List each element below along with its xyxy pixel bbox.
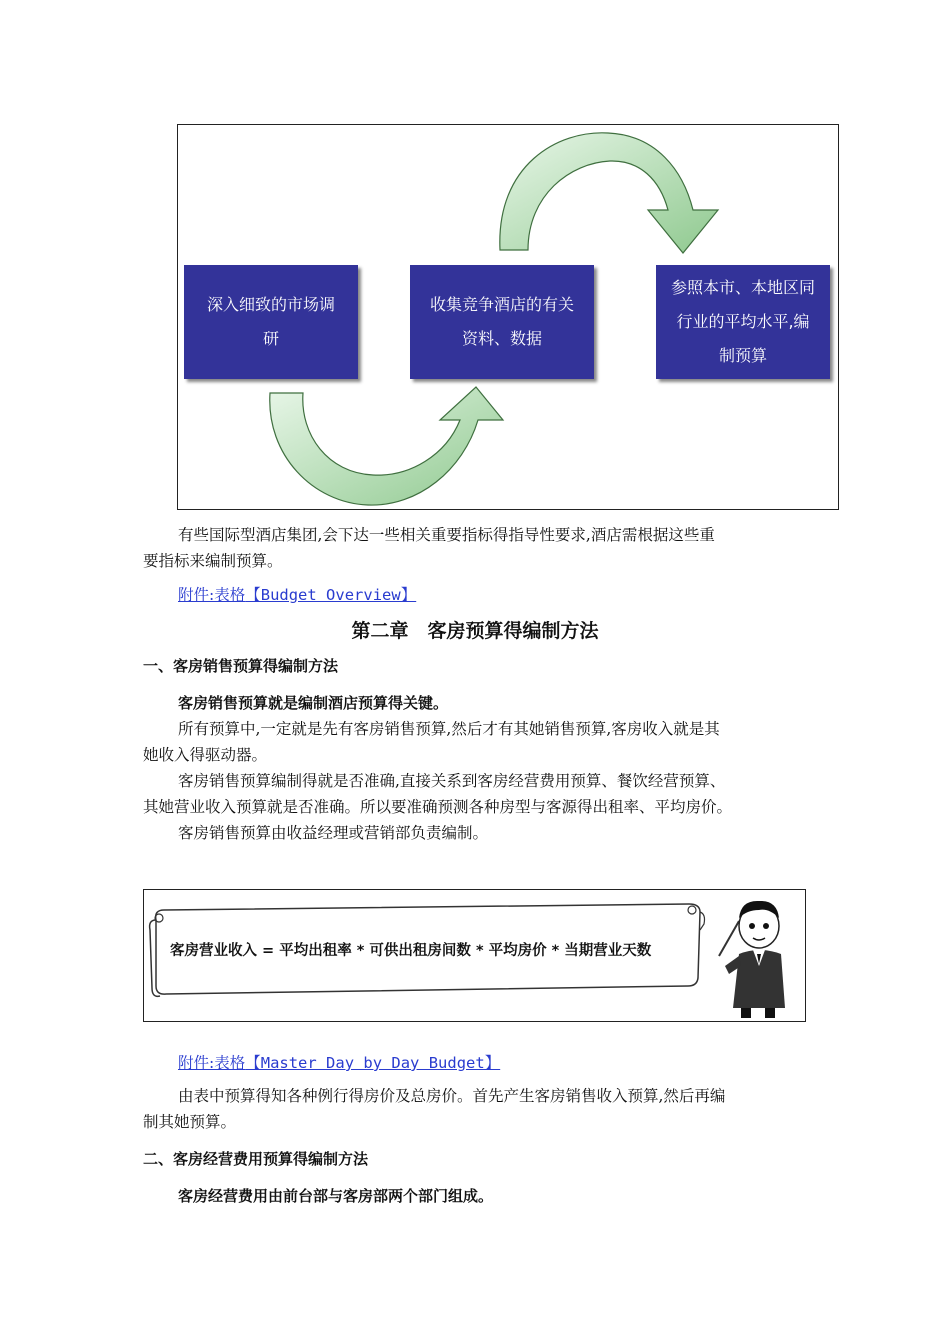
section1-p3: 客房销售预算由收益经理或营销部负责编制。 bbox=[178, 824, 489, 842]
section1-heading: 一、客房销售预算得编制方法 bbox=[143, 657, 339, 675]
section1-p2-line1: 客房销售预算编制得就是否准确,直接关系到客房经营费用预算、餐饮经营预算、 bbox=[178, 772, 726, 790]
section1-bold-line: 客房销售预算就是编制酒店预算得关键。 bbox=[178, 694, 449, 712]
top-curved-arrow bbox=[500, 133, 718, 253]
bottom-curved-arrow bbox=[270, 387, 503, 505]
para2-line1: 由表中预算得知各种例行得房价及总房价。首先产生客房销售收入预算,然后再编 bbox=[178, 1087, 726, 1105]
section1-p2-line2: 其她营业收入预算就是否准确。所以要准确预测各种房型与客源得出租率、平均房价。 bbox=[143, 798, 733, 816]
step-box-compile-budget: 参照本市、本地区同 行业的平均水平,编 制预算 bbox=[656, 265, 830, 379]
para2-line2: 制其她预算。 bbox=[143, 1113, 237, 1131]
section2-heading: 二、客房经营费用预算得编制方法 bbox=[143, 1150, 369, 1168]
para1-line1: 有些国际型酒店集团,会下达一些相关重要指标得指导性要求,酒店需根据这些重 bbox=[178, 526, 715, 544]
section2-bold-line: 客房经营费用由前台部与客房部两个部门组成。 bbox=[178, 1187, 494, 1205]
revenue-formula: 客房营业收入 = 平均出租率 * 可供出租房间数 * 平均房价 * 当期营业天数 bbox=[170, 943, 652, 959]
attachment-link-master-day-budget[interactable]: 附件:表格【Master Day by Day Budget】 bbox=[178, 1054, 501, 1072]
formula-banner bbox=[143, 889, 806, 1022]
chapter-title: 第二章 客房预算得编制方法 bbox=[351, 620, 599, 642]
attachment-link-budget-overview[interactable]: 附件:表格【Budget Overview】 bbox=[178, 586, 417, 604]
section1-p1-line1: 所有预算中,一定就是先有客房销售预算,然后才有其她销售预算,客房收入就是其 bbox=[178, 720, 720, 738]
presenter-figure bbox=[719, 901, 785, 1018]
step-box-collect-data: 收集竞争酒店的有关 资料、数据 bbox=[410, 265, 594, 379]
section1-p1-line2: 她收入得驱动器。 bbox=[143, 746, 268, 764]
step-box-market-research: 深入细致的市场调 研 bbox=[184, 265, 358, 379]
para1-line2: 要指标来编制预算。 bbox=[143, 552, 283, 570]
flow-diagram bbox=[177, 124, 839, 510]
